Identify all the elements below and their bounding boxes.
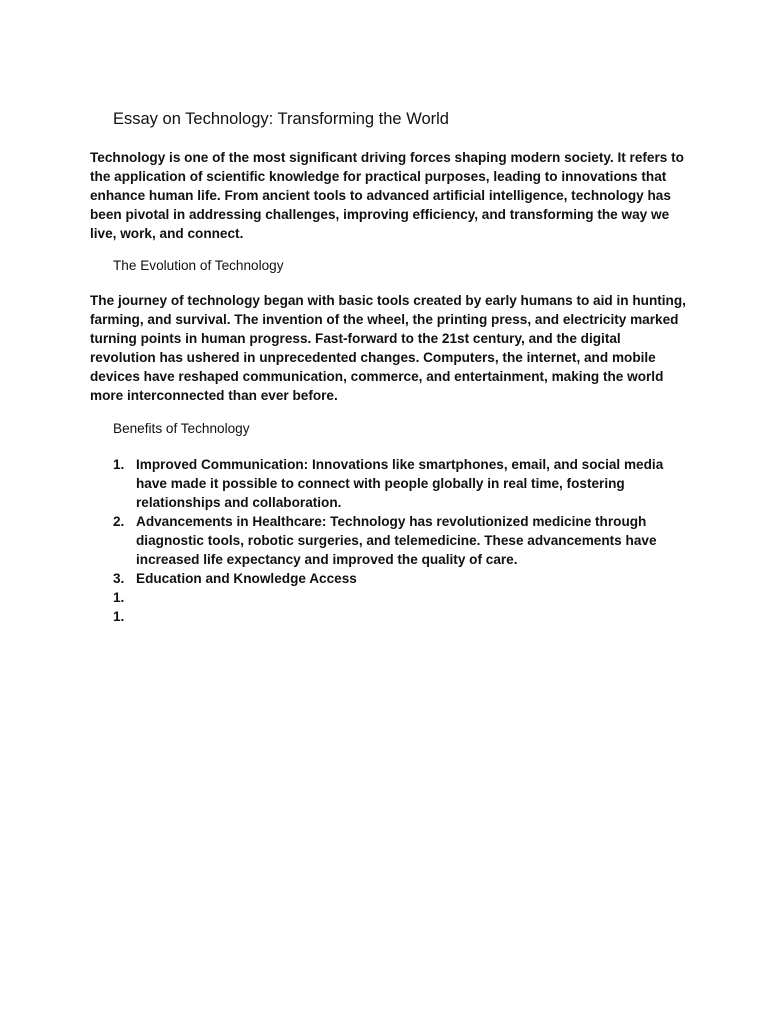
- list-item-text: Improved Communication: Innovations like smartphones, email, and social media have made it possible to connect with people globally in real time, fostering relationships and collaboration.: [136, 457, 664, 510]
- list-item: [90, 607, 690, 626]
- list-item-number: 1.: [113, 590, 125, 605]
- list-item: [90, 588, 690, 607]
- list-item-text: Education and Knowledge Access: [136, 571, 357, 586]
- list-item-number: 2.: [113, 514, 125, 529]
- evolution-paragraph: The journey of technology began with basic tools created by early humans to aid in hunting, farming, and survival. The invention of the wheel, the printing press, and electricity marked turning points in human progress. Fast-forward to the 21st century, and the digital revolution has ushered in unprecedented changes. Computers, the internet, and mobile devices have reshaped communication, commerce, and entertainment, making the world more interconnected than ever before.: [90, 293, 686, 403]
- list-item: [90, 455, 690, 512]
- document-title: Essay on Technology: Transforming the World: [113, 110, 449, 128]
- intro-paragraph: Technology is one of the most significant driving forces shaping modern society. It refers to the application of scientific knowledge for practical purposes, leading to innovations that enhance human life. From ancient tools to advanced artificial intelligence, technology has been pivotal in addressing challenges, improving efficiency, and transforming the way we live, work, and connect.: [90, 150, 684, 241]
- benefits-list: [90, 455, 690, 626]
- list-item-number: 3.: [113, 571, 125, 586]
- section-heading-evolution: The Evolution of Technology: [113, 258, 284, 273]
- section-heading-benefits: Benefits of Technology: [113, 421, 250, 436]
- list-item-number: 1.: [113, 457, 125, 472]
- list-item: [90, 512, 690, 569]
- list-item-text: Advancements in Healthcare: Technology has revolutionized medicine through diagnostic tools, robotic surgeries, and telemedicine. These advancements have increased life expectancy and improved the quality of care.: [136, 514, 657, 567]
- list-item: [90, 569, 690, 588]
- list-item-number: 1.: [113, 609, 125, 624]
